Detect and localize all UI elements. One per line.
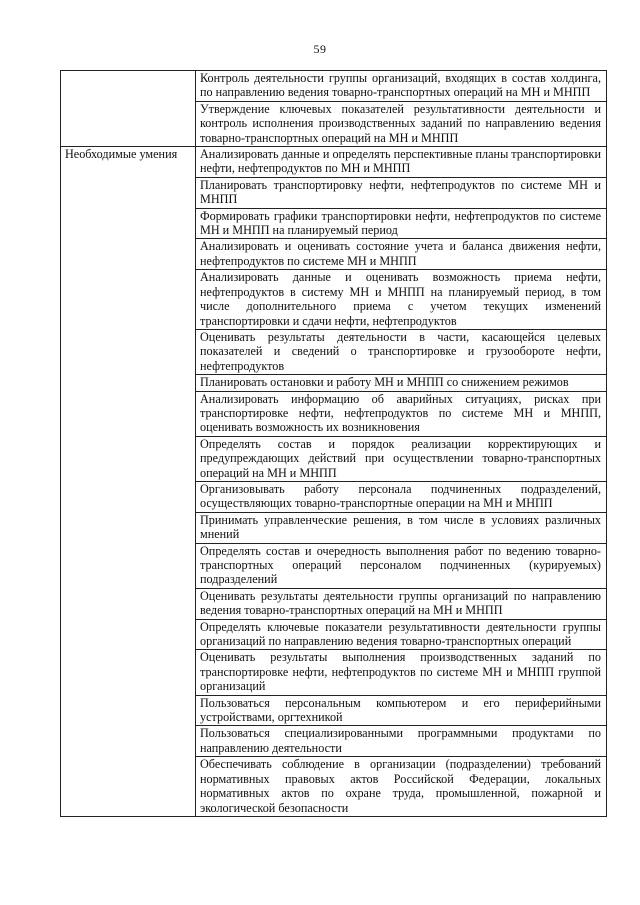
requirements-table <box>60 70 607 817</box>
requirement-text-cell: Утверждение ключевых показателей результативности деятельности и контроль исполнения производственных заданий по направлению ведения товарно-транспортных операций на МН и МНПП <box>196 101 607 146</box>
table-row <box>61 147 607 178</box>
requirement-text-cell: Пользоваться персональным компьютером и его периферийными устройствами, оргтехникой <box>196 695 607 726</box>
requirement-text-cell: Формировать графики транспортировки нефти, нефтепродуктов по системе МН и МНПП на планируемый период <box>196 208 607 239</box>
requirement-text-cell: Анализировать и оценивать состояние учета и баланса движения нефти, нефтепродуктов по системе МН и МНПП <box>196 239 607 270</box>
requirement-text-cell: Анализировать данные и оценивать возможность приема нефти, нефтепродуктов в систему МН и МНПП на планируемый период, в том числе дополнительного приема с учетом текущих изменений транспортировки и сдачи нефти, нефтепродуктов <box>196 270 607 330</box>
requirement-text-cell: Определять состав и порядок реализации корректирующих и предупреждающих действий при осуществлении товарно-транспортных операций на МН и МНПП <box>196 436 607 481</box>
table-body <box>61 71 607 817</box>
requirement-text-cell: Оценивать результаты деятельности в части, касающейся целевых показателей и сведений о транспортировке и грузообороте нефти, нефтепродуктов <box>196 329 607 374</box>
requirement-text-cell: Анализировать информацию об аварийных ситуациях, рисках при транспортировке нефти, нефтепродуктов по системе МН и МНПП, оценивать возможность их возникновения <box>196 391 607 436</box>
requirement-text-cell: Определять состав и очередность выполнения работ по ведению товарно-транспортных операций персоналом подчиненных (курируемых) подразделений <box>196 543 607 588</box>
requirement-text-cell: Определять ключевые показатели результативности деятельности группы организаций по направлению ведения товарно-транспортных операций <box>196 619 607 650</box>
requirement-text-cell: Планировать транспортировку нефти, нефтепродуктов по системе МН и МНПП <box>196 177 607 208</box>
table-row <box>61 71 607 102</box>
requirement-text-cell: Оценивать результаты деятельности группы организаций по направлению ведения товарно-транспортных операций на МН и МНПП <box>196 588 607 619</box>
requirement-text-cell: Обеспечивать соблюдение в организации (подразделении) требований нормативных правовых актов Российской Федерации, локальных нормативных актов по охране труда, промышленной, пожарной и экологической безопасности <box>196 757 607 817</box>
requirement-text-cell: Организовывать работу персонала подчиненных подразделений, осуществляющих товарно-транспортные операции на МН и МНПП <box>196 481 607 512</box>
row-label-cell: Необходимые умения <box>61 147 196 817</box>
requirement-text-cell: Контроль деятельности группы организаций, входящих в состав холдинга, по направлению ведения товарно-транспортных операций на МН и МНПП <box>196 71 607 102</box>
requirement-text-cell: Принимать управленческие решения, в том числе в условиях различных мнений <box>196 512 607 543</box>
page-number: 59 <box>313 42 327 56</box>
requirement-text-cell: Пользоваться специализированными программными продуктами по направлению деятельности <box>196 726 607 757</box>
requirement-text-cell: Анализировать данные и определять перспективные планы транспортировки нефти, нефтепродуктов по МН и МНПП <box>196 147 607 178</box>
row-label-cell <box>61 71 196 147</box>
requirement-text-cell: Планировать остановки и работу МН и МНПП со снижением режимов <box>196 375 607 391</box>
requirement-text-cell: Оценивать результаты выполнения производственных заданий по транспортировке нефти, нефтепродуктов по системе МН и МНПП группой организаций <box>196 650 607 695</box>
